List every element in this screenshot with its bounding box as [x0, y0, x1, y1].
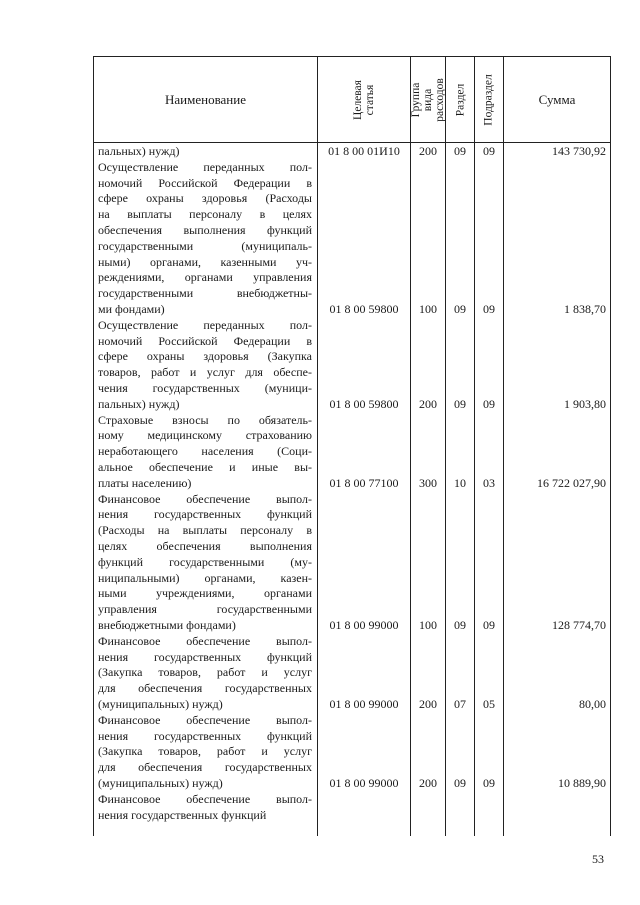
row-name — [98, 144, 312, 160]
row-name — [98, 160, 312, 318]
row-subsection: 03 — [483, 475, 495, 490]
column-divider — [503, 57, 504, 836]
column-divider — [317, 57, 318, 836]
row-name — [98, 492, 312, 634]
row-section: 07 — [454, 697, 466, 711]
header-section — [446, 57, 474, 142]
row-subsection: 09 — [483, 302, 495, 316]
row-name-line: (Расходы на выплаты персоналу в — [98, 523, 312, 538]
row-section: 09 — [454, 396, 466, 411]
row-name-line: ми фондами) — [98, 301, 165, 316]
header-name: Наименование — [165, 91, 246, 107]
header-expense-group — [411, 57, 445, 142]
row-expense-group: 200 — [419, 697, 437, 711]
row-name-line: государственными внебюджетны- — [98, 286, 312, 301]
row-expense-group: 300 — [419, 475, 437, 490]
row-name-line: Финансовое обеспечение выпол- — [98, 712, 312, 727]
row-name-line: ными) органами, казенными уч- — [98, 254, 312, 269]
row-name-line: номочий Российской Федерации в — [98, 333, 312, 348]
row-name-line: Финансовое обеспечение выпол- — [98, 633, 312, 648]
row-expense-group: 100 — [419, 302, 437, 316]
row-target-article: 01 8 00 59800 — [329, 396, 399, 411]
row-section: 09 — [454, 618, 466, 632]
row-expense-group: 200 — [419, 144, 437, 158]
row-name-line: ному медицинскому страхованию — [98, 428, 312, 443]
row-name-line: нения государственных функций — [98, 807, 267, 822]
row-name-line: внебюджетными фондами) — [98, 617, 236, 632]
row-name-line: для обеспечения государственных — [98, 760, 312, 775]
row-subsection: 09 — [483, 144, 495, 158]
row-sum: 10 889,90 — [558, 776, 606, 790]
row-section: 09 — [454, 302, 466, 316]
row-name — [98, 318, 312, 413]
row-name — [98, 713, 312, 792]
header-section-label: Раздел — [454, 83, 466, 116]
row-subsection: 09 — [483, 618, 495, 632]
row-expense-group: 100 — [419, 618, 437, 632]
row-sum: 1 838,70 — [564, 302, 606, 316]
row-name — [98, 413, 312, 492]
row-target-article: 01 8 00 77100 — [329, 475, 399, 490]
header-subsection — [475, 57, 503, 142]
row-expense-group: 200 — [419, 396, 437, 411]
row-section: 09 — [454, 776, 466, 790]
row-name-line: номочий Российской Федерации в — [98, 175, 312, 190]
row-name-line: реждениями, органами управления — [98, 270, 312, 285]
header-expense-group-label: Группа вида расходов — [410, 77, 446, 122]
row-name-line: ниципальными) органами, казен- — [98, 570, 312, 585]
row-name-line: для обеспечения государственных — [98, 681, 312, 696]
row-name-line: нения государственных функций — [98, 507, 312, 522]
row-section: 10 — [454, 475, 466, 490]
row-name-line: (муниципальных) нужд) — [98, 696, 223, 711]
row-name-line: государственными (муниципаль- — [98, 238, 312, 253]
row-name-line: нения государственных функций — [98, 649, 312, 664]
row-name-line: целях обеспечения выполнения — [98, 538, 312, 553]
page-number: 53 — [592, 852, 604, 866]
row-name-line: платы населению) — [98, 475, 192, 490]
row-name-line: Осуществление переданных пол- — [98, 159, 312, 174]
row-name-line: сфере охраны здоровья (Расходы — [98, 191, 312, 206]
row-name-line: товаров, работ и услуг для обеспе- — [98, 365, 312, 380]
row-name-line: функций государственными (му- — [98, 554, 312, 569]
row-sum: 128 774,70 — [552, 618, 606, 632]
row-name-line: (Закупка товаров, работ и услуг — [98, 744, 312, 759]
header-target-article — [318, 57, 410, 142]
row-subsection: 09 — [483, 396, 495, 411]
budget-table — [93, 56, 611, 836]
row-name-line: чения государственных (муници- — [98, 380, 312, 395]
column-divider — [474, 57, 475, 836]
header-sum: Сумма — [538, 91, 576, 107]
row-sum: 1 903,80 — [564, 396, 606, 411]
header-divider — [94, 142, 610, 143]
row-subsection: 05 — [483, 697, 495, 711]
row-subsection: 09 — [483, 776, 495, 790]
row-target-article: 01 8 00 99000 — [329, 618, 399, 632]
row-name-line: Осуществление переданных пол- — [98, 317, 312, 332]
row-target-article: 01 8 00 59800 — [329, 302, 399, 316]
row-name-line: альное обеспечение и иные вы- — [98, 459, 312, 474]
row-target-article: 01 8 00 99000 — [329, 776, 399, 790]
row-sum: 80,00 — [579, 697, 606, 711]
row-section: 09 — [454, 144, 466, 158]
column-divider — [410, 57, 411, 836]
row-name-line: Финансовое обеспечение выпол- — [98, 491, 312, 506]
row-name-line: пальных) нужд) — [98, 144, 180, 158]
row-target-article: 01 8 00 99000 — [329, 697, 399, 711]
row-name-line: пальных) нужд) — [98, 396, 180, 411]
row-name-line: нения государственных функций — [98, 728, 312, 743]
row-name — [98, 634, 312, 713]
row-name-line: неработающего населения (Соци- — [98, 444, 312, 459]
row-name — [98, 792, 312, 824]
row-name-line: (Закупка товаров, работ и услуг — [98, 665, 312, 680]
row-target-article: 01 8 00 01И10 — [328, 144, 400, 158]
row-name-line: Страховые взносы по обязатель- — [98, 412, 312, 427]
row-name-line: обеспечения выполнения функций — [98, 222, 312, 237]
row-name-line: сфере охраны здоровья (Закупка — [98, 349, 312, 364]
row-name-line: (муниципальных) нужд) — [98, 775, 223, 790]
header-target-article-label: Целевая статья — [352, 79, 376, 120]
row-name-line: ными учреждениями, органами — [98, 586, 312, 601]
row-sum: 16 722 027,90 — [537, 475, 606, 490]
column-divider — [445, 57, 446, 836]
header-subsection-label: Подраздел — [483, 73, 495, 126]
row-name-line: управления государственными — [98, 602, 312, 617]
row-name-line: на выплаты персоналу в целях — [98, 207, 312, 222]
row-sum: 143 730,92 — [552, 144, 606, 158]
row-expense-group: 200 — [419, 776, 437, 790]
row-name-line: Финансовое обеспечение выпол- — [98, 791, 312, 806]
